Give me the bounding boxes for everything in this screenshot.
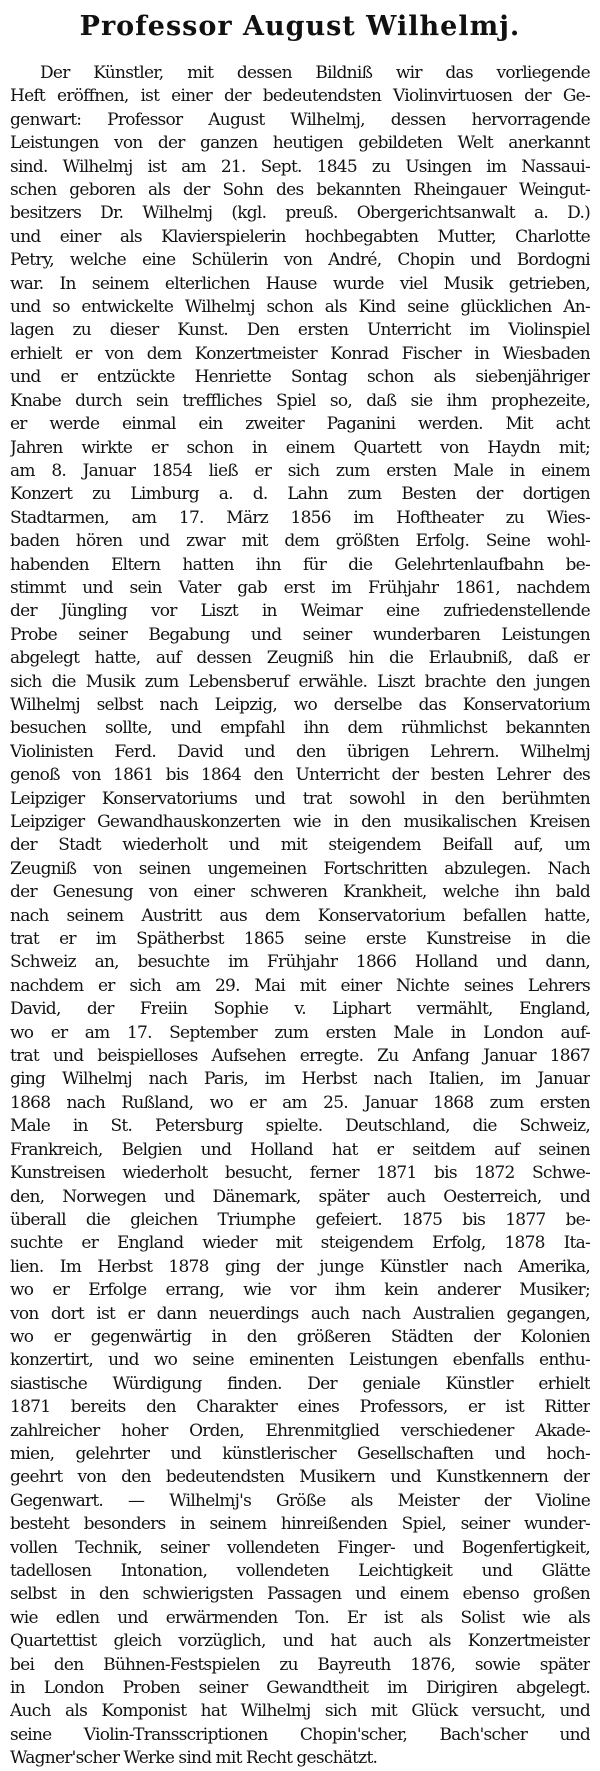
text-line: Heft eröffnen, ist einer der bedeutendsten Violinvirtuosen der Ge- bbox=[10, 86, 590, 107]
text-line: am 8. Januar 1854 ließ er sich zum ersten Male in einem bbox=[10, 460, 590, 481]
text-line: Kunstreisen wiederholt besucht, ferner 1871 bis 1872 Schwe- bbox=[10, 1163, 590, 1184]
text-line: Konzert zu Limburg a. d. Lahn zum Besten der dortigen bbox=[10, 484, 590, 505]
text-line: lagen zu dieser Kunst. Den ersten Unterricht im Violinspiel bbox=[10, 320, 590, 341]
text-line: abgelegt hatte, auf dessen Zeugniß hin die Erlaubniß, daß er bbox=[10, 648, 590, 669]
text-line: habenden Eltern hatten ihn für die Gelehrtenlaufbahn be- bbox=[10, 554, 590, 575]
text-line: Jahren wirkte er schon in einem Quartett von Haydn mit; bbox=[10, 437, 590, 458]
text-line: vollen Technik, seiner vollendeten Finger- und Bogenfertigkeit, bbox=[10, 1537, 590, 1558]
text-line: besitzers Dr. Wilhelmj (kgl. preuß. Obergerichtsanwalt a. D.) bbox=[10, 203, 590, 224]
text-line: ging Wilhelmj nach Paris, im Herbst nach Italien, im Januar bbox=[10, 1069, 590, 1090]
text-line: schen geboren als der Sohn des bekannten Rheingauer Weingut- bbox=[10, 180, 590, 201]
text-line: Frankreich, Belgien und Holland hat er seitdem auf seinen bbox=[10, 1139, 590, 1160]
text-line: von dort ist er dann neuerdings auch nach Australien gegangen, bbox=[10, 1303, 590, 1324]
text-line: und so entwickelte Wilhelmj schon als Kind seine glücklichen An- bbox=[10, 297, 590, 318]
text-line: Violinisten Ferd. David und den übrigen Lehrern. Wilhelmj bbox=[10, 741, 590, 762]
text-line: sind. Wilhelmj ist am 21. Sept. 1845 zu Usingen im Nassaui- bbox=[10, 156, 590, 177]
text-line: der Stadt wiederholt und mit steigendem Beifall auf, um bbox=[10, 835, 590, 856]
text-line: in London Proben seiner Gewandtheit im Dirigiren abgelegt. bbox=[10, 1678, 590, 1699]
text-line: geehrt von den bedeutendsten Musikern und Kunstkennern der bbox=[10, 1467, 590, 1488]
text-line: zahlreicher hoher Orden, Ehrenmitglied verschiedener Akade- bbox=[10, 1420, 590, 1441]
text-line: Schweiz an, besuchte im Frühjahr 1866 Holland und dann, bbox=[10, 952, 590, 973]
text-line: der Jüngling vor Liszt in Weimar eine zufriedenstellende bbox=[10, 601, 590, 622]
text-line: besuchen sollte, und empfahl ihn dem rühmlichst bekannten bbox=[10, 718, 590, 739]
text-line: nach seinem Austritt aus dem Konservatorium befallen hatte, bbox=[10, 905, 590, 926]
text-line: Leipziger Gewandhauskonzerten wie in den musikalischen Kreisen bbox=[10, 812, 590, 832]
text-line: und einer als Klavierspielerin hochbegabten Mutter, Charlotte bbox=[10, 226, 590, 247]
text-line: Quartettist gleich vorzüglich, und hat auch als Konzertmeister bbox=[10, 1631, 590, 1652]
text-line: Leipziger Konservatoriums und trat sowohl in den berühmten bbox=[10, 788, 590, 809]
text-line: seine Violin-Transscriptionen Chopin'scher, Bach'scher und bbox=[10, 1724, 590, 1745]
text-line: er werde einmal ein zweiter Paganini werden. Mit acht bbox=[10, 414, 590, 435]
text-line: wo er am 17. September zum ersten Male in London auf- bbox=[10, 1022, 590, 1043]
text-line: Der Künstler, mit dessen Bildniß wir das vorliegende bbox=[40, 63, 590, 83]
text-line: baden hören und zwar mit dem größten Erfolg. Seine wohl- bbox=[10, 531, 590, 552]
text-line: Male in St. Petersburg spielte. Deutschland, die Schweiz, bbox=[10, 1116, 590, 1137]
text-line: stimmt und sein Vater gab erst im Frühjahr 1861, nachdem bbox=[10, 577, 590, 598]
text-line: Stadtarmen, am 17. März 1856 im Hoftheater zu Wies- bbox=[10, 507, 590, 528]
text-line: bei den Bühnen-Festspielen zu Bayreuth 1876, sowie später bbox=[10, 1654, 590, 1675]
text-line: besteht besonders in seinem hinreißenden Spiel, seiner wunder- bbox=[10, 1514, 590, 1535]
text-line: Knabe durch sein treffliches Spiel so, daß sie ihm prophezeite, bbox=[10, 390, 590, 411]
text-line: Auch als Komponist hat Wilhelmj sich mit Glück versucht, und bbox=[10, 1701, 590, 1722]
text-line: den, Norwegen und Dänemark, später auch Oesterreich, und bbox=[10, 1186, 590, 1207]
article-body bbox=[10, 62, 590, 1771]
text-line: suchte er England wieder mit steigendem Erfolg, 1878 Ita- bbox=[10, 1233, 590, 1254]
text-line: genwart: Professor August Wilhelmj, dessen hervorragende bbox=[10, 109, 590, 130]
text-line: wo er gegenwärtig in den größeren Städten der Kolonien bbox=[10, 1326, 590, 1347]
text-line: selbst in den schwierigsten Passagen und einem ebenso großen bbox=[10, 1584, 590, 1605]
text-line: überall die gleichen Triumphe gefeiert. 1875 bis 1877 be- bbox=[10, 1209, 590, 1230]
text-line: Zeugniß von seinen ungemeinen Fortschritten abzulegen. Nach bbox=[10, 858, 590, 879]
text-line: 1871 bereits den Charakter eines Professors, er ist Ritter bbox=[10, 1397, 590, 1418]
text-line: wie edlen und erwärmenden Ton. Er ist als Solist wie als bbox=[10, 1607, 590, 1628]
text-line: war. In seinem elterlichen Hause wurde viel Musik getrieben, bbox=[10, 273, 590, 294]
text-line: Wilhelmj selbst nach Leipzig, wo derselbe das Konservatorium bbox=[10, 694, 590, 715]
text-line: der Genesung von einer schweren Krankheit, welche ihn bald bbox=[10, 882, 590, 903]
text-line: Probe seiner Begabung und seiner wunderbaren Leistungen bbox=[10, 624, 590, 645]
text-line: konzertirt, und wo seine eminenten Leistungen ebenfalls enthu- bbox=[10, 1350, 590, 1371]
text-line: trat und beispielloses Aufsehen erregte. Zu Anfang Januar 1867 bbox=[10, 1046, 590, 1067]
text-line: David, der Freiin Sophie v. Liphart vermählt, England, bbox=[10, 999, 590, 1020]
text-line: mien, gelehrter und künstlerischer Gesellschaften und hoch- bbox=[10, 1443, 590, 1464]
text-line: tadellosen Intonation, vollendeten Leichtigkeit und Glätte bbox=[10, 1561, 590, 1581]
text-line: Wagner'scher Werke sind mit Recht geschätzt. bbox=[10, 1748, 378, 1769]
text-line: 1868 nach Rußland, wo er am 25. Januar 1868 zum ersten bbox=[10, 1092, 590, 1113]
text-line: und er entzückte Henriette Sontag schon als siebenjähriger bbox=[10, 367, 590, 388]
text-line: Leistungen von der ganzen heutigen gebildeten Welt anerkannt bbox=[10, 133, 590, 154]
article-title: Professor August Wilhelmj. bbox=[79, 11, 521, 42]
text-line: Petry, welche eine Schülerin von André, Chopin und Bordogni bbox=[10, 250, 590, 271]
text-line: lien. Im Herbst 1878 ging der junge Künstler nach Amerika, bbox=[10, 1256, 590, 1277]
text-line: trat er im Spätherbst 1865 seine erste Kunstreise in die bbox=[10, 929, 590, 950]
text-line: sich die Musik zum Lebensberuf erwähle. Liszt brachte den jungen bbox=[10, 671, 590, 692]
text-line: genoß von 1861 bis 1864 den Unterricht der besten Lehrer des bbox=[10, 765, 590, 786]
text-line: erhielt er von dem Konzertmeister Konrad Fischer in Wiesbaden bbox=[10, 343, 590, 364]
text-line: Gegenwart. — Wilhelmj's Größe als Meister der Violine bbox=[10, 1490, 590, 1511]
text-line: nachdem er sich am 29. Mai mit einer Nichte seines Lehrers bbox=[10, 975, 590, 996]
text-line: wo er Erfolge errang, wie vor ihm kein anderer Musiker; bbox=[10, 1280, 590, 1301]
text-line: siastische Würdigung finden. Der geniale Künstler erhielt bbox=[10, 1373, 590, 1394]
